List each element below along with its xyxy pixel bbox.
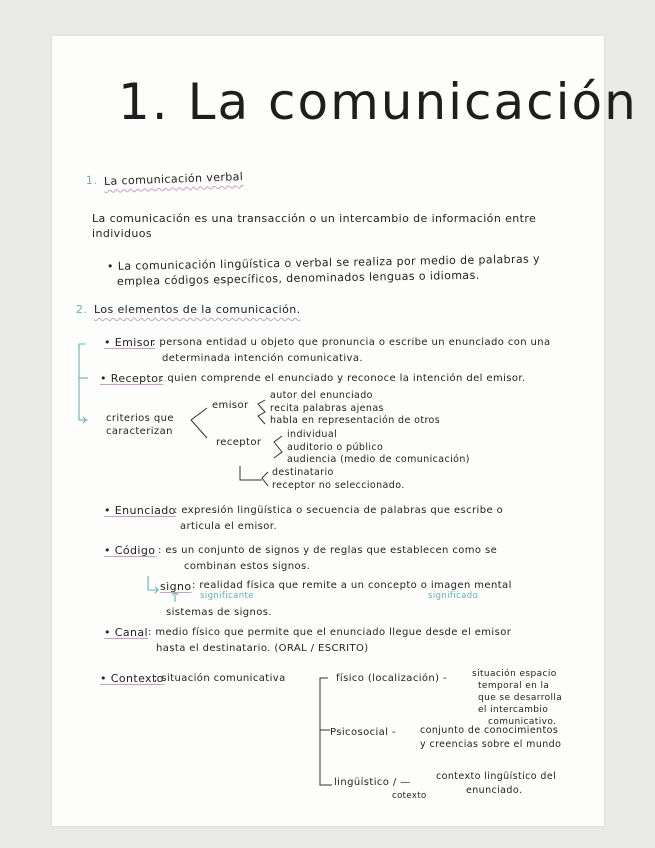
fisico-detail-2: temporal en la: [478, 681, 550, 691]
signo-label: signo: [160, 580, 192, 593]
emisor-option-3: habla en representación de otros: [270, 415, 441, 426]
significante-note: significante: [200, 591, 254, 601]
section-2-number: 2.: [76, 303, 88, 316]
enunciado-label: • Enunciado: [104, 504, 176, 517]
codigo-label: • Código: [104, 544, 156, 557]
fisico-detail-3: que se desarrolla: [478, 693, 563, 703]
criterios-line-1: criterios que: [106, 413, 174, 424]
emisor-option-2: recita palabras ajenas: [270, 403, 384, 414]
linguistico-detail-1: contexto lingüístico del: [436, 771, 557, 782]
section-1-number: 1.: [85, 173, 98, 187]
cotexto-note: cotexto: [392, 791, 427, 801]
canal-line-2: hasta el destinatario. (ORAL / ESCRITO): [156, 643, 369, 654]
receptor-option-2: auditorio o público: [287, 442, 384, 453]
criterios-line-2: caracterizan: [106, 426, 173, 437]
section-2-heading: Los elementos de la comunicación.: [94, 303, 301, 316]
significado-note: significado: [428, 591, 479, 601]
receptor-option-3: audiencia (medio de comunicación): [287, 454, 470, 465]
emisor-label: • Emisor: [104, 336, 155, 349]
definition-line-2: individuos: [92, 227, 153, 240]
linguistic-line-1: • La comunicación lingüística o verbal se realiza por medio de palabras y: [106, 252, 541, 273]
psicosocial-branch: Psicosocial -: [330, 727, 396, 738]
destinatario-option-1: destinatario: [272, 467, 334, 478]
enunciado-line-1: : expresión lingüística o secuencia de palabras que escribe o: [174, 505, 504, 516]
canal-line-1: : medio físico que permite que el enunciado llegue desde el emisor: [148, 627, 512, 638]
fisico-detail-4: el intercambio: [478, 705, 549, 715]
fisico-detail-5: comunicativo.: [488, 717, 557, 727]
emisor-line-2: determinada intención comunicativa.: [162, 353, 363, 364]
enunciado-line-2: articula el emisor.: [180, 521, 277, 532]
section-1-heading: La comunicación verbal: [103, 170, 244, 188]
fisico-branch: físico (localización) -: [336, 673, 448, 684]
codigo-line-2: combinan estos signos.: [184, 561, 311, 572]
codigo-line-1: : es un conjunto de signos y de reglas que establecen como se: [158, 545, 498, 556]
emisor-branch: emisor: [212, 400, 249, 411]
receptor-branch: receptor: [216, 437, 262, 448]
linguistico-detail-2: enunciado.: [466, 785, 523, 796]
emisor-line-1: : persona entidad u objeto que pronuncia o escribe un enunciado con una: [152, 337, 551, 348]
psicosocial-detail-1: conjunto de conocimientos: [420, 725, 559, 736]
signo-line-1: : realidad física que remite a un concepto o imagen mental: [192, 580, 512, 591]
psicosocial-detail-2: y creencias sobre el mundo: [420, 739, 562, 750]
canal-label: • Canal: [104, 626, 148, 639]
contexto-label: • Contexto: [100, 672, 164, 685]
sistemas-note: sistemas de signos.: [166, 607, 272, 618]
definition-line-1: La comunicación es una transacción o un intercambio de información entre: [92, 212, 537, 225]
page-title: 1. La comunicación: [118, 73, 638, 131]
receptor-line-1: : quien comprende el enunciado y reconoce la intención del emisor.: [160, 373, 526, 384]
receptor-label: • Receptor: [100, 372, 164, 385]
contexto-line-1: : situación comunicativa: [154, 673, 286, 684]
receptor-option-1: individual: [287, 429, 338, 440]
linguistico-branch: lingüístico / —: [334, 777, 411, 788]
fisico-detail-1: situación espacio: [472, 669, 557, 679]
destinatario-option-2: receptor no seleccionado.: [272, 480, 405, 491]
emisor-option-1: autor del enunciado: [270, 390, 373, 401]
linguistic-line-2: emplea códigos específicos, denominados lenguas o idiomas.: [116, 268, 480, 288]
